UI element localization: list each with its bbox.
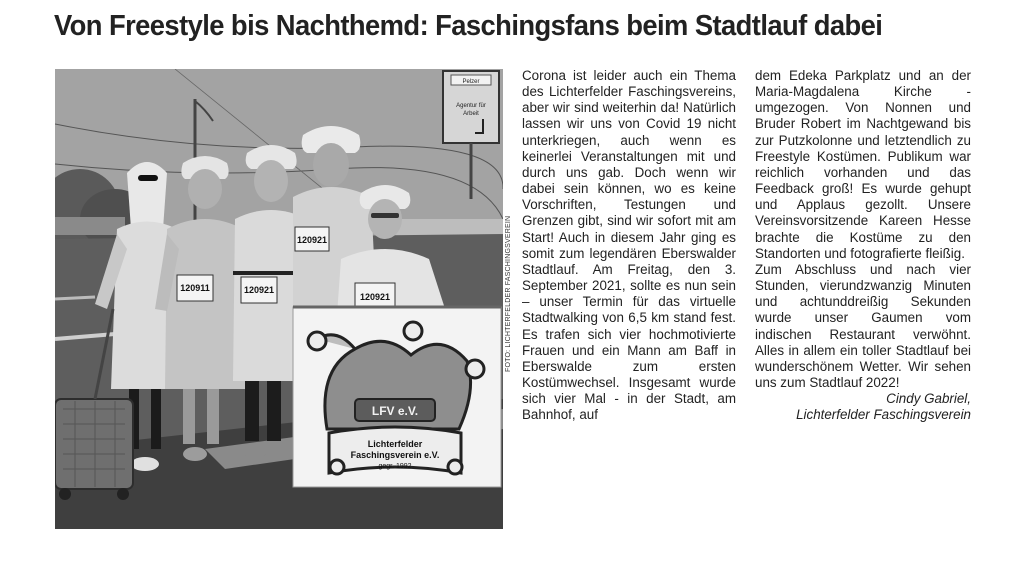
column-1-paragraph: Corona ist leider auch ein Thema des Lichterfelder Faschingsvereins, aber wir sind weiterhin da! Natürlich lassen wir uns von Covid 19 nicht unterkriegen, auch wenn es keinerlei Veranstaltungen mit und durch uns gab. Doch wenn wir dabei sein können, wo es keine Vorschriften, Testungen und Grenzen gibt, sind wir sofort mit am Start! Auch in diesem Jahr ging es somit zum legendären Eberswalder Stadtlauf. Am Freitag, den 3. September 2021, sollte es nun sein – unser Termin für das virtuelle Stadtwalking von 6,5 km stand fest. Es trafen sich vier hochmotivierte Frauen und ein Mann am Baff in Eberswalde zum ersten Kostümwechsel. Insgesamt wurde sich vier Mal - in der Stadt, am Bahnhof, auf bbox=[522, 68, 736, 423]
banner-club-name-line1: Lichterfelder bbox=[367, 439, 423, 449]
bib-number-4: 120921 bbox=[359, 292, 391, 302]
sign-line1-text: Agentur für bbox=[456, 103, 486, 109]
article-photo bbox=[55, 69, 503, 529]
photo-credit: FOTO: LICHTERFELDER FASCHINGSVEREIN bbox=[505, 215, 512, 372]
banner-club-abbr: LFV e.V. bbox=[371, 404, 419, 418]
sign-top-text: Pelzer bbox=[462, 79, 480, 85]
signature-organization: Lichterfelder Faschingsverein bbox=[796, 407, 971, 423]
article-headline: Von Freestyle bis Nachthemd: Faschingsfans beim Stadtlauf dabei bbox=[54, 10, 883, 42]
banner-club-name-line2: Faschingsverein e.V. bbox=[350, 450, 440, 460]
bib-number-2: 120921 bbox=[243, 285, 275, 295]
column-2-paragraph-1: dem Edeka Parkplatz und an der Maria-Magdalena Kirche - umgezogen. Von Nonnen und Bruder Robert im Nachtgewand bis zur Putzkolonne und letztendlich zu Freestyle Kostümen. Publikum war reichlich vorhanden und das Feedback groß! Es wurde gehupt und Applaus gezollt. Unsere Vereinsvorsitzende Kareen Hesse brachte die Kostüme zu den Standorten und fotografierte fleißig. bbox=[755, 68, 971, 261]
bib-number-3: 120921 bbox=[296, 235, 328, 245]
article-column-1 bbox=[522, 68, 736, 423]
banner-founded: gegr. 1992 bbox=[378, 463, 412, 470]
column-2-paragraph-2: Zum Abschluss und nach vier Stunden, vierundzwanzig Minuten und achtunddreißig Sekunden wurde unser Gaumen vom indischen Restaurant verwöhnt. Alles in allem ein toller Stadtlauf bei wunderschönem Wetter. Wir sehen uns zum Stadtlauf 2022! bbox=[755, 261, 971, 390]
article-column-2 bbox=[755, 68, 971, 423]
signature-name: Cindy Gabriel, bbox=[886, 391, 971, 407]
bib-number-1: 120911 bbox=[180, 283, 210, 293]
sign-line2-text: Arbeit bbox=[463, 111, 479, 117]
